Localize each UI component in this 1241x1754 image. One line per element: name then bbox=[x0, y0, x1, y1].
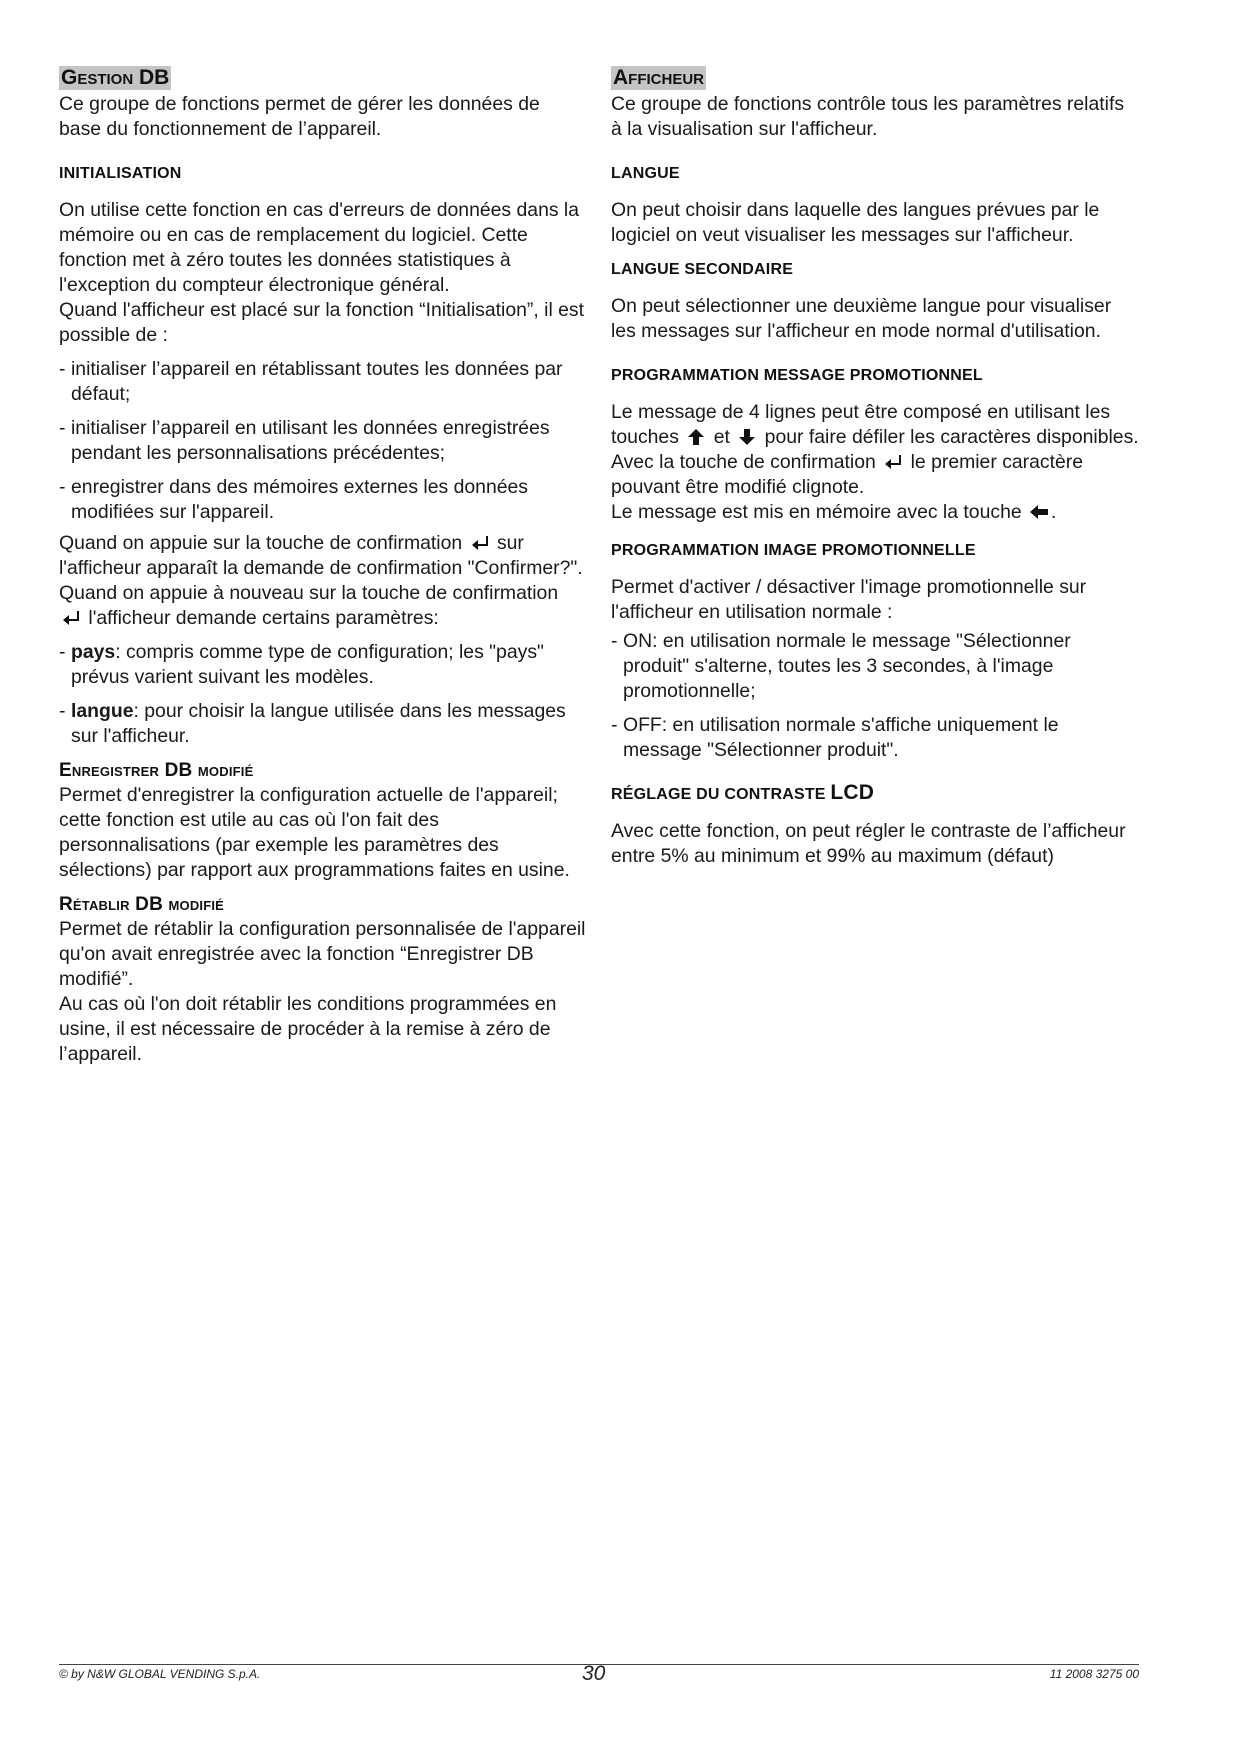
langue-secondaire-text: On peut sélectionner une deuxième langue pour visualiser les messages sur l'afficheur en mode normal d'utilisation. bbox=[611, 295, 1112, 342]
image-promotionnelle-option-off: - OFF: en utilisation normale s'affiche uniquement le message "Sélectionner produit". bbox=[611, 713, 1139, 763]
langue-text: On peut choisir dans laquelle des langues prévues par le logiciel on veut visualiser les messages sur l'afficheur. bbox=[611, 199, 1100, 246]
enter-key-icon bbox=[61, 609, 81, 627]
section-title-gestion-db: Gestion DB bbox=[61, 66, 170, 89]
right-column bbox=[611, 66, 1139, 869]
enter-key-icon bbox=[470, 534, 490, 552]
subheading-langue: LANGUE bbox=[611, 165, 680, 182]
image-promotionnelle-option-on: - ON: en utilisation normale le message "Sélectionner produit" s'alterne, toutes les 3 secondes, à l'image promotionnelle; bbox=[611, 629, 1139, 704]
subheading-reglage-contraste: RÉGLAGE DU CONTRASTE LCD bbox=[611, 781, 875, 804]
image-promotionnelle-text: Permet d'activer / désactiver l'image promotionnelle sur l'afficheur en utilisation normale : bbox=[611, 576, 1087, 623]
initialisation-option-2: - initialiser l’appareil en utilisant les données enregistrées pendant les personnalisations précédentes; bbox=[59, 416, 587, 466]
initialisation-paragraph-2: Quand l'afficheur est placé sur la fonction “Initialisation”, il est possible de : bbox=[59, 299, 585, 346]
subheading-image-promotionnelle: PROGRAMMATION IMAGE PROMOTIONNELLE bbox=[611, 542, 976, 559]
reglage-contraste-text: Avec cette fonction, on peut régler le contraste de l’afficheur entre 5% au minimum et 99% au maximum (défaut) bbox=[611, 820, 1126, 867]
initialisation-paragraph-1: On utilise cette fonction en cas d'erreurs de données dans la mémoire ou en cas de remplacement du logiciel. Cette fonction met à zéro toutes les données statistiques à l'exception du compteur électronique général. bbox=[59, 199, 580, 296]
param-pays: - pays: compris comme type de configuration; les "pays" prévus varient suivant les modèles. bbox=[59, 640, 587, 690]
subheading-initialisation: INITIALISATION bbox=[59, 165, 182, 182]
gestion-db-intro: Ce groupe de fonctions permet de gérer les données de base du fonctionnement de l’appareil. bbox=[59, 93, 540, 140]
left-column bbox=[59, 66, 587, 1067]
message-promotionnel-paragraph-2: Avec la touche de confirmation le premier caractère pouvant être modifié clignote. bbox=[611, 451, 1084, 498]
arrow-left-icon bbox=[1029, 503, 1049, 521]
subheading-retablir-db: Rétablir DB modifié bbox=[59, 894, 225, 915]
subheading-langue-secondaire: LANGUE SECONDAIRE bbox=[611, 261, 794, 278]
param-langue: - langue: pour choisir la langue utilisée dans les messages sur l'afficheur. bbox=[59, 699, 587, 749]
initialisation-option-3: - enregistrer dans des mémoires externes les données modifiées sur l'appareil. bbox=[59, 475, 587, 525]
section-title-afficheur: Afficheur bbox=[613, 66, 704, 89]
arrow-up-icon bbox=[686, 428, 706, 446]
subheading-enregistrer-db: Enregistrer DB modifié bbox=[59, 760, 254, 781]
message-promotionnel-paragraph-3: Le message est mis en mémoire avec la touche . bbox=[611, 501, 1057, 523]
enter-key-icon bbox=[883, 453, 903, 471]
afficheur-intro: Ce groupe de fonctions contrôle tous les paramètres relatifs à la visualisation sur l'afficheur. bbox=[611, 93, 1125, 140]
page-number: 30 bbox=[582, 1662, 606, 1685]
subheading-message-promotionnel: PROGRAMMATION MESSAGE PROMOTIONNEL bbox=[611, 367, 983, 384]
arrow-down-icon bbox=[737, 428, 757, 446]
retablir-db-paragraph-1: Permet de rétablir la configuration personnalisée de l'appareil qu'on avait enregistrée avec la fonction “Enregistrer DB modifié”. bbox=[59, 918, 586, 990]
confirmation-paragraph: Quand on appuie sur la touche de confirmation sur l'afficheur apparaît la demande de confirmation "Confirmer?". Quand on appuie à nouveau sur la touche de confirmation l'afficheur demande certains paramètres: bbox=[59, 532, 583, 629]
footer-copyright: © by N&W GLOBAL VENDING S.p.A. bbox=[59, 1667, 261, 1681]
initialisation-option-1: - initialiser l’appareil en rétablissant toutes les données par défaut; bbox=[59, 357, 587, 407]
footer-document-code: 11 2008 3275 00 bbox=[1049, 1667, 1139, 1681]
retablir-db-paragraph-2: Au cas où l'on doit rétablir les conditions programmées en usine, il est nécessaire de procéder à la remise à zéro de l’appareil. bbox=[59, 993, 557, 1065]
message-promotionnel-paragraph-1: Le message de 4 lignes peut être composé en utilisant les touches et pour faire défiler les caractères disponibles. bbox=[611, 401, 1139, 448]
enregistrer-db-text: Permet d'enregistrer la configuration actuelle de l'appareil; cette fonction est utile au cas où l'on fait des personnalisations (par exemple les paramètres des sélections) par rapport aux programmations faites en usine. bbox=[59, 784, 570, 881]
